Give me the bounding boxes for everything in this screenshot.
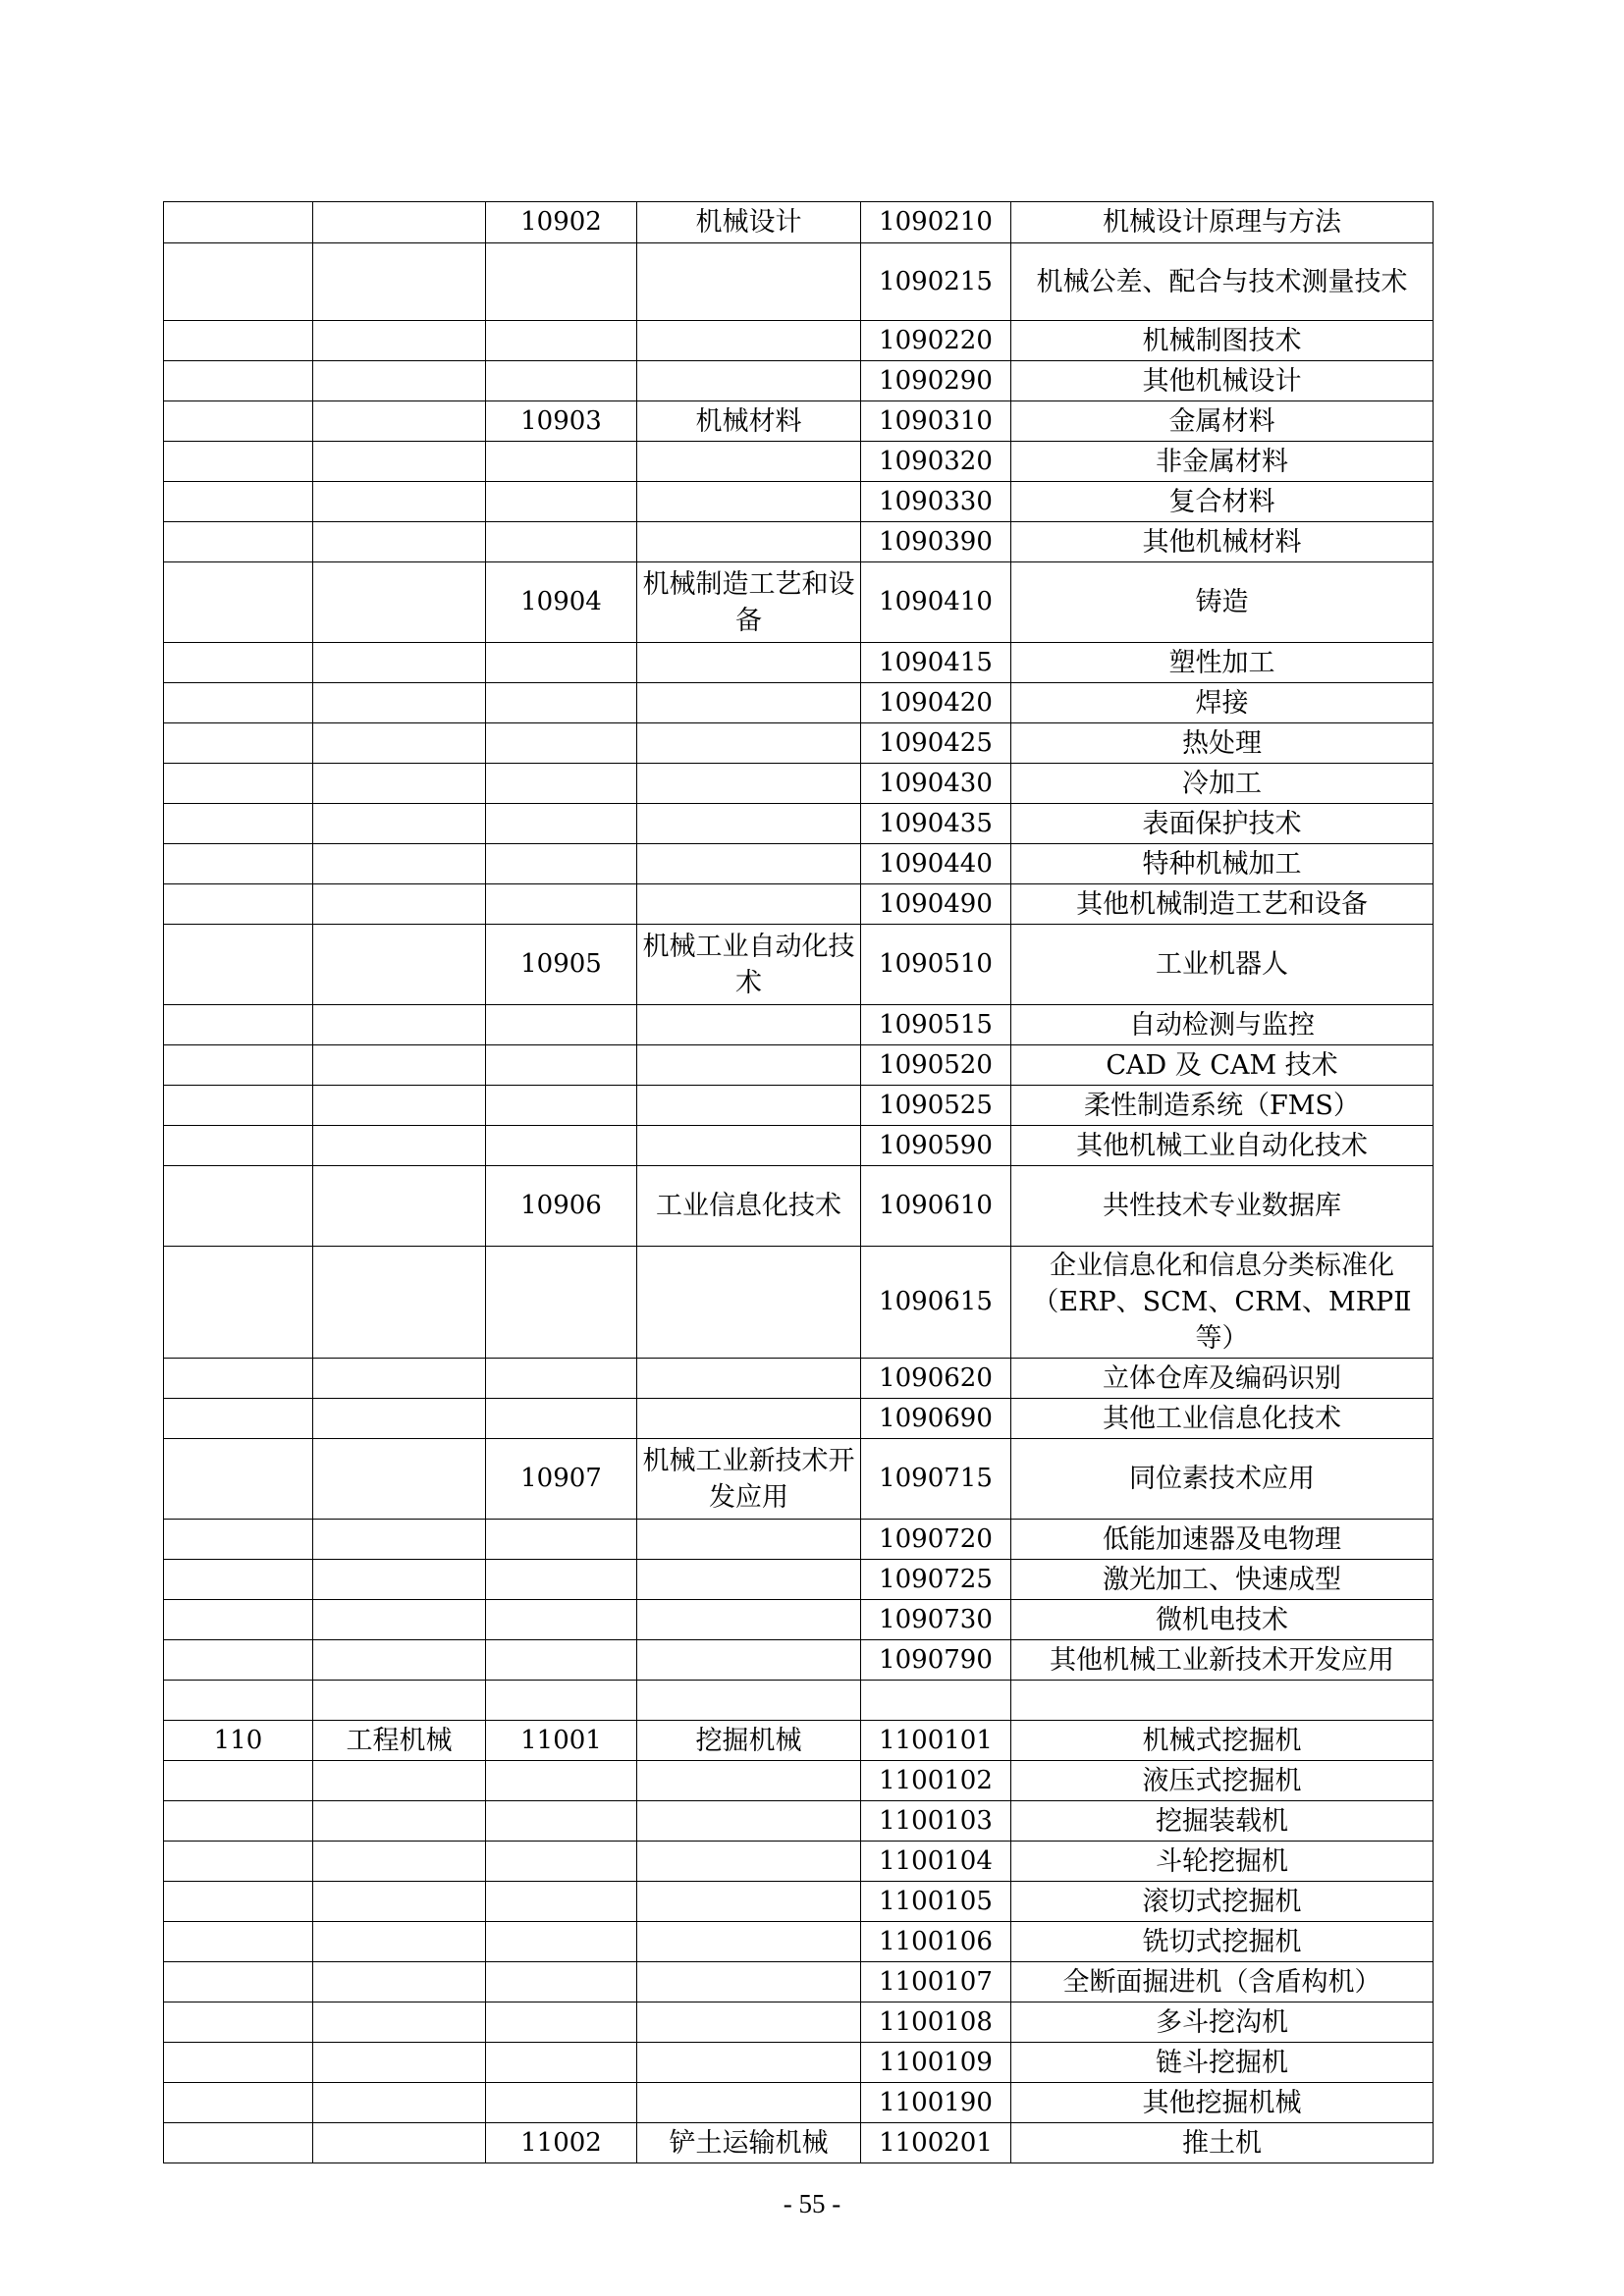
item-code-cell: 1090220: [861, 321, 1011, 361]
category-name-cell: [313, 243, 486, 321]
item-name-cell: 其他机械工业新技术开发应用: [1011, 1640, 1434, 1681]
item-code-cell: 1090390: [861, 522, 1011, 562]
item-name-cell: 滚切式挖掘机: [1011, 1882, 1434, 1922]
category-name-cell: [313, 2002, 486, 2043]
item-name-cell: 低能加速器及电物理: [1011, 1520, 1434, 1560]
subcategory-code-cell: [486, 243, 637, 321]
category-name-cell: [313, 1045, 486, 1086]
subcategory-name-cell: [637, 1520, 861, 1560]
item-code-cell: 1100104: [861, 1842, 1011, 1882]
subcategory-name-cell: [637, 1086, 861, 1126]
category-name-cell: [313, 1640, 486, 1681]
table-row: [164, 1681, 1434, 1721]
table-row: [164, 1962, 1434, 2002]
item-name-cell: 机械设计原理与方法: [1011, 202, 1434, 243]
subcategory-name-cell: [637, 1126, 861, 1166]
category-name-cell: 工程机械: [313, 1721, 486, 1761]
subcategory-name-cell: [637, 844, 861, 884]
subcategory-code-cell: [486, 442, 637, 482]
category-code-cell: [164, 1359, 313, 1399]
subcategory-name-cell: [637, 804, 861, 844]
subcategory-name-cell: 挖掘机械: [637, 1721, 861, 1761]
item-name-cell: 液压式挖掘机: [1011, 1761, 1434, 1801]
category-name-cell: [313, 1560, 486, 1600]
category-code-cell: [164, 2043, 313, 2083]
category-code-cell: [164, 723, 313, 764]
subcategory-code-cell: [486, 1842, 637, 1882]
item-code-cell: 1100107: [861, 1962, 1011, 2002]
category-name-cell: [313, 643, 486, 683]
table-row: [164, 1126, 1434, 1166]
category-name-cell: [313, 1600, 486, 1640]
category-name-cell: [313, 764, 486, 804]
subcategory-code-cell: [486, 1761, 637, 1801]
subcategory-code-cell: [486, 804, 637, 844]
item-name-cell: 其他机械设计: [1011, 361, 1434, 401]
table-row: [164, 764, 1434, 804]
category-name-cell: [313, 1520, 486, 1560]
table-row: [164, 1399, 1434, 1439]
item-name-cell: 机械制图技术: [1011, 321, 1434, 361]
item-code-cell: 1090790: [861, 1640, 1011, 1681]
category-name-cell: [313, 804, 486, 844]
category-name-cell: [313, 361, 486, 401]
subcategory-code-cell: 10902: [486, 202, 637, 243]
subcategory-code-cell: [486, 683, 637, 723]
subcategory-name-cell: [637, 361, 861, 401]
category-name-cell: [313, 1922, 486, 1962]
subcategory-code-cell: [486, 1882, 637, 1922]
table-row: [164, 884, 1434, 925]
category-name-cell: [313, 1801, 486, 1842]
item-code-cell: 1100201: [861, 2123, 1011, 2163]
item-code-cell: 1090410: [861, 562, 1011, 643]
category-code-cell: [164, 1801, 313, 1842]
subcategory-code-cell: 11001: [486, 1721, 637, 1761]
table-row: [164, 1842, 1434, 1882]
table-row: [164, 1045, 1434, 1086]
subcategory-name-cell: [637, 1560, 861, 1600]
item-name-cell: 柔性制造系统（FMS）: [1011, 1086, 1434, 1126]
subcategory-name-cell: [637, 723, 861, 764]
item-name-cell: 挖掘装载机: [1011, 1801, 1434, 1842]
category-code-cell: 110: [164, 1721, 313, 1761]
subcategory-code-cell: [486, 1600, 637, 1640]
subcategory-code-cell: 10905: [486, 925, 637, 1005]
table-row: [164, 321, 1434, 361]
subcategory-name-cell: [637, 2002, 861, 2043]
category-code-cell: [164, 1086, 313, 1126]
subcategory-name-cell: [637, 1801, 861, 1842]
subcategory-code-cell: [486, 2043, 637, 2083]
table-row: [164, 243, 1434, 321]
category-code-cell: [164, 1399, 313, 1439]
item-code-cell: 1090435: [861, 804, 1011, 844]
item-code-cell: 1090515: [861, 1005, 1011, 1045]
item-code-cell: 1090420: [861, 683, 1011, 723]
item-name-cell: 自动检测与监控: [1011, 1005, 1434, 1045]
item-code-cell: 1090210: [861, 202, 1011, 243]
category-code-cell: [164, 683, 313, 723]
item-code-cell: 1090690: [861, 1399, 1011, 1439]
item-name-cell: 机械公差、配合与技术测量技术: [1011, 243, 1434, 321]
item-code-cell: 1100190: [861, 2083, 1011, 2123]
subcategory-code-cell: [486, 1359, 637, 1399]
item-code-cell: 1090730: [861, 1600, 1011, 1640]
subcategory-code-cell: [486, 844, 637, 884]
category-code-cell: [164, 1560, 313, 1600]
subcategory-name-cell: [637, 1761, 861, 1801]
item-code-cell: 1090520: [861, 1045, 1011, 1086]
subcategory-name-cell: [637, 1005, 861, 1045]
table-row: [164, 401, 1434, 442]
category-name-cell: [313, 723, 486, 764]
item-name-cell: 微机电技术: [1011, 1600, 1434, 1640]
category-code-cell: [164, 1882, 313, 1922]
subcategory-name-cell: [637, 1842, 861, 1882]
item-code-cell: 1090720: [861, 1520, 1011, 1560]
table-row: [164, 1761, 1434, 1801]
category-name-cell: [313, 401, 486, 442]
item-code-cell: 1090415: [861, 643, 1011, 683]
subcategory-code-cell: [486, 1399, 637, 1439]
category-code-cell: [164, 643, 313, 683]
item-code-cell: 1100101: [861, 1721, 1011, 1761]
item-name-cell: CAD 及 CAM 技术: [1011, 1045, 1434, 1086]
item-code-cell: 1090620: [861, 1359, 1011, 1399]
subcategory-code-cell: [486, 1801, 637, 1842]
category-code-cell: [164, 2083, 313, 2123]
table-row: [164, 1359, 1434, 1399]
subcategory-code-cell: [486, 884, 637, 925]
item-code-cell: 1090215: [861, 243, 1011, 321]
subcategory-code-cell: 10906: [486, 1166, 637, 1247]
table-row: [164, 202, 1434, 243]
item-name-cell: 铣切式挖掘机: [1011, 1922, 1434, 1962]
item-name-cell: 多斗挖沟机: [1011, 2002, 1434, 2043]
item-name-cell: 同位素技术应用: [1011, 1439, 1434, 1520]
subcategory-name-cell: [637, 321, 861, 361]
category-code-cell: [164, 2123, 313, 2163]
category-name-cell: [313, 1247, 486, 1359]
table-row: [164, 925, 1434, 1005]
item-name-cell: 热处理: [1011, 723, 1434, 764]
table-row: [164, 522, 1434, 562]
category-code-cell: [164, 1439, 313, 1520]
table-row: [164, 1721, 1434, 1761]
category-code-cell: [164, 562, 313, 643]
item-code-cell: 1090440: [861, 844, 1011, 884]
table-row: [164, 683, 1434, 723]
item-name-cell: 其他工业信息化技术: [1011, 1399, 1434, 1439]
subcategory-code-cell: [486, 2083, 637, 2123]
item-name-cell: 其他机械制造工艺和设备: [1011, 884, 1434, 925]
table-row: [164, 804, 1434, 844]
item-name-cell: 推土机: [1011, 2123, 1434, 2163]
category-code-cell: [164, 442, 313, 482]
subcategory-code-cell: [486, 1962, 637, 2002]
subcategory-name-cell: 工业信息化技术: [637, 1166, 861, 1247]
item-name-cell: 表面保护技术: [1011, 804, 1434, 844]
table-row: [164, 1247, 1434, 1359]
category-name-cell: [313, 925, 486, 1005]
classification-table: [163, 201, 1434, 2163]
table-row: [164, 1882, 1434, 1922]
category-name-cell: [313, 1126, 486, 1166]
subcategory-name-cell: [637, 884, 861, 925]
subcategory-name-cell: [637, 683, 861, 723]
category-code-cell: [164, 804, 313, 844]
subcategory-code-cell: [486, 643, 637, 683]
category-code-cell: [164, 884, 313, 925]
subcategory-code-cell: [486, 321, 637, 361]
subcategory-name-cell: [637, 1359, 861, 1399]
subcategory-name-cell: [637, 1600, 861, 1640]
subcategory-code-cell: [486, 482, 637, 522]
subcategory-name-cell: [637, 1640, 861, 1681]
item-name-cell: 共性技术专业数据库: [1011, 1166, 1434, 1247]
table-row: [164, 1520, 1434, 1560]
table-row: [164, 1922, 1434, 1962]
subcategory-code-cell: [486, 1126, 637, 1166]
category-name-cell: [313, 884, 486, 925]
item-code-cell: 1090430: [861, 764, 1011, 804]
category-code-cell: [164, 2002, 313, 2043]
item-name-cell: 特种机械加工: [1011, 844, 1434, 884]
category-name-cell: [313, 844, 486, 884]
subcategory-code-cell: [486, 1681, 637, 1721]
item-name-cell: 企业信息化和信息分类标准化（ERP、SCM、CRM、MRPⅡ等）: [1011, 1247, 1434, 1359]
item-code-cell: 1090330: [861, 482, 1011, 522]
subcategory-name-cell: 机械工业自动化技术: [637, 925, 861, 1005]
category-code-cell: [164, 321, 313, 361]
item-code-cell: 1100103: [861, 1801, 1011, 1842]
category-name-cell: [313, 482, 486, 522]
subcategory-code-cell: [486, 1560, 637, 1600]
table-row: [164, 1166, 1434, 1247]
subcategory-code-cell: [486, 1640, 637, 1681]
category-code-cell: [164, 764, 313, 804]
subcategory-code-cell: [486, 723, 637, 764]
category-name-cell: [313, 1882, 486, 1922]
item-name-cell: 机械式挖掘机: [1011, 1721, 1434, 1761]
subcategory-name-cell: 铲土运输机械: [637, 2123, 861, 2163]
category-name-cell: [313, 522, 486, 562]
item-code-cell: 1090320: [861, 442, 1011, 482]
category-code-cell: [164, 522, 313, 562]
category-code-cell: [164, 243, 313, 321]
item-code-cell: 1090490: [861, 884, 1011, 925]
table-row: [164, 1086, 1434, 1126]
category-name-cell: [313, 2043, 486, 2083]
item-code-cell: 1090590: [861, 1126, 1011, 1166]
category-name-cell: [313, 1399, 486, 1439]
category-name-cell: [313, 442, 486, 482]
table-row: [164, 643, 1434, 683]
table-row: [164, 2043, 1434, 2083]
table-row: [164, 1560, 1434, 1600]
subcategory-name-cell: 机械制造工艺和设备: [637, 562, 861, 643]
item-name-cell: 其他挖掘机械: [1011, 2083, 1434, 2123]
subcategory-code-cell: [486, 764, 637, 804]
category-code-cell: [164, 1520, 313, 1560]
category-code-cell: [164, 1005, 313, 1045]
subcategory-name-cell: [637, 442, 861, 482]
table-row: [164, 844, 1434, 884]
category-name-cell: [313, 202, 486, 243]
item-code-cell: 1090510: [861, 925, 1011, 1005]
subcategory-name-cell: 机械设计: [637, 202, 861, 243]
subcategory-code-cell: [486, 522, 637, 562]
item-code-cell: 1090615: [861, 1247, 1011, 1359]
item-code-cell: 1090610: [861, 1166, 1011, 1247]
category-code-cell: [164, 361, 313, 401]
subcategory-name-cell: [637, 243, 861, 321]
category-name-cell: [313, 1005, 486, 1045]
item-name-cell: 激光加工、快速成型: [1011, 1560, 1434, 1600]
subcategory-code-cell: 10907: [486, 1439, 637, 1520]
item-name-cell: 斗轮挖掘机: [1011, 1842, 1434, 1882]
item-name-cell: 焊接: [1011, 683, 1434, 723]
item-name-cell: 冷加工: [1011, 764, 1434, 804]
category-code-cell: [164, 1166, 313, 1247]
category-code-cell: [164, 1681, 313, 1721]
item-name-cell: 工业机器人: [1011, 925, 1434, 1005]
table-row: [164, 442, 1434, 482]
category-name-cell: [313, 1761, 486, 1801]
item-code-cell: 1100108: [861, 2002, 1011, 2043]
table-row: [164, 1801, 1434, 1842]
page-number: - 55 -: [783, 2189, 841, 2218]
subcategory-code-cell: [486, 1247, 637, 1359]
item-code-cell: 1090290: [861, 361, 1011, 401]
subcategory-name-cell: [637, 2083, 861, 2123]
subcategory-name-cell: [637, 764, 861, 804]
subcategory-code-cell: [486, 361, 637, 401]
category-code-cell: [164, 202, 313, 243]
item-code-cell: 1100109: [861, 2043, 1011, 2083]
category-code-cell: [164, 1640, 313, 1681]
category-code-cell: [164, 401, 313, 442]
item-name-cell: 全断面掘进机（含盾构机）: [1011, 1962, 1434, 2002]
category-code-cell: [164, 1842, 313, 1882]
item-name-cell: 金属材料: [1011, 401, 1434, 442]
item-name-cell: 立体仓库及编码识别: [1011, 1359, 1434, 1399]
category-name-cell: [313, 2083, 486, 2123]
item-name-cell: [1011, 1681, 1434, 1721]
table-row: [164, 1640, 1434, 1681]
item-name-cell: 复合材料: [1011, 482, 1434, 522]
category-name-cell: [313, 321, 486, 361]
category-name-cell: [313, 2123, 486, 2163]
table-body: [164, 202, 1434, 2163]
table-row: [164, 2123, 1434, 2163]
category-name-cell: [313, 1439, 486, 1520]
category-code-cell: [164, 1126, 313, 1166]
item-code-cell: 1090725: [861, 1560, 1011, 1600]
table-row: [164, 562, 1434, 643]
category-name-cell: [313, 683, 486, 723]
item-code-cell: 1090310: [861, 401, 1011, 442]
subcategory-name-cell: [637, 1681, 861, 1721]
subcategory-name-cell: [637, 522, 861, 562]
table-row: [164, 2083, 1434, 2123]
subcategory-name-cell: [637, 1962, 861, 2002]
table-row: [164, 1439, 1434, 1520]
category-code-cell: [164, 925, 313, 1005]
item-code-cell: [861, 1681, 1011, 1721]
table-row: [164, 723, 1434, 764]
category-name-cell: [313, 1166, 486, 1247]
table-row: [164, 1005, 1434, 1045]
table-row: [164, 361, 1434, 401]
table-row: [164, 1600, 1434, 1640]
category-code-cell: [164, 482, 313, 522]
category-code-cell: [164, 1600, 313, 1640]
category-code-cell: [164, 1045, 313, 1086]
subcategory-code-cell: 11002: [486, 2123, 637, 2163]
subcategory-code-cell: 10904: [486, 562, 637, 643]
subcategory-name-cell: [637, 1045, 861, 1086]
subcategory-name-cell: [637, 1247, 861, 1359]
category-code-cell: [164, 1962, 313, 2002]
table-row: [164, 482, 1434, 522]
subcategory-code-cell: [486, 1045, 637, 1086]
item-code-cell: 1100106: [861, 1922, 1011, 1962]
category-name-cell: [313, 1962, 486, 2002]
item-name-cell: 链斗挖掘机: [1011, 2043, 1434, 2083]
subcategory-code-cell: [486, 1086, 637, 1126]
table-row: [164, 2002, 1434, 2043]
item-code-cell: 1100105: [861, 1882, 1011, 1922]
item-code-cell: 1090715: [861, 1439, 1011, 1520]
category-name-cell: [313, 562, 486, 643]
subcategory-name-cell: [637, 1882, 861, 1922]
item-name-cell: 其他机械工业自动化技术: [1011, 1126, 1434, 1166]
subcategory-name-cell: [637, 1399, 861, 1439]
subcategory-name-cell: 机械工业新技术开发应用: [637, 1439, 861, 1520]
subcategory-code-cell: [486, 1005, 637, 1045]
category-name-cell: [313, 1359, 486, 1399]
category-code-cell: [164, 1247, 313, 1359]
subcategory-code-cell: 10903: [486, 401, 637, 442]
subcategory-name-cell: 机械材料: [637, 401, 861, 442]
item-name-cell: 铸造: [1011, 562, 1434, 643]
category-name-cell: [313, 1681, 486, 1721]
item-code-cell: 1090525: [861, 1086, 1011, 1126]
subcategory-name-cell: [637, 1922, 861, 1962]
category-name-cell: [313, 1842, 486, 1882]
category-code-cell: [164, 1922, 313, 1962]
item-code-cell: 1100102: [861, 1761, 1011, 1801]
subcategory-name-cell: [637, 482, 861, 522]
category-code-cell: [164, 1761, 313, 1801]
subcategory-name-cell: [637, 643, 861, 683]
category-code-cell: [164, 844, 313, 884]
item-code-cell: 1090425: [861, 723, 1011, 764]
item-name-cell: 其他机械材料: [1011, 522, 1434, 562]
subcategory-code-cell: [486, 1520, 637, 1560]
item-name-cell: 非金属材料: [1011, 442, 1434, 482]
subcategory-code-cell: [486, 1922, 637, 1962]
category-name-cell: [313, 1086, 486, 1126]
item-name-cell: 塑性加工: [1011, 643, 1434, 683]
subcategory-code-cell: [486, 2002, 637, 2043]
subcategory-name-cell: [637, 2043, 861, 2083]
